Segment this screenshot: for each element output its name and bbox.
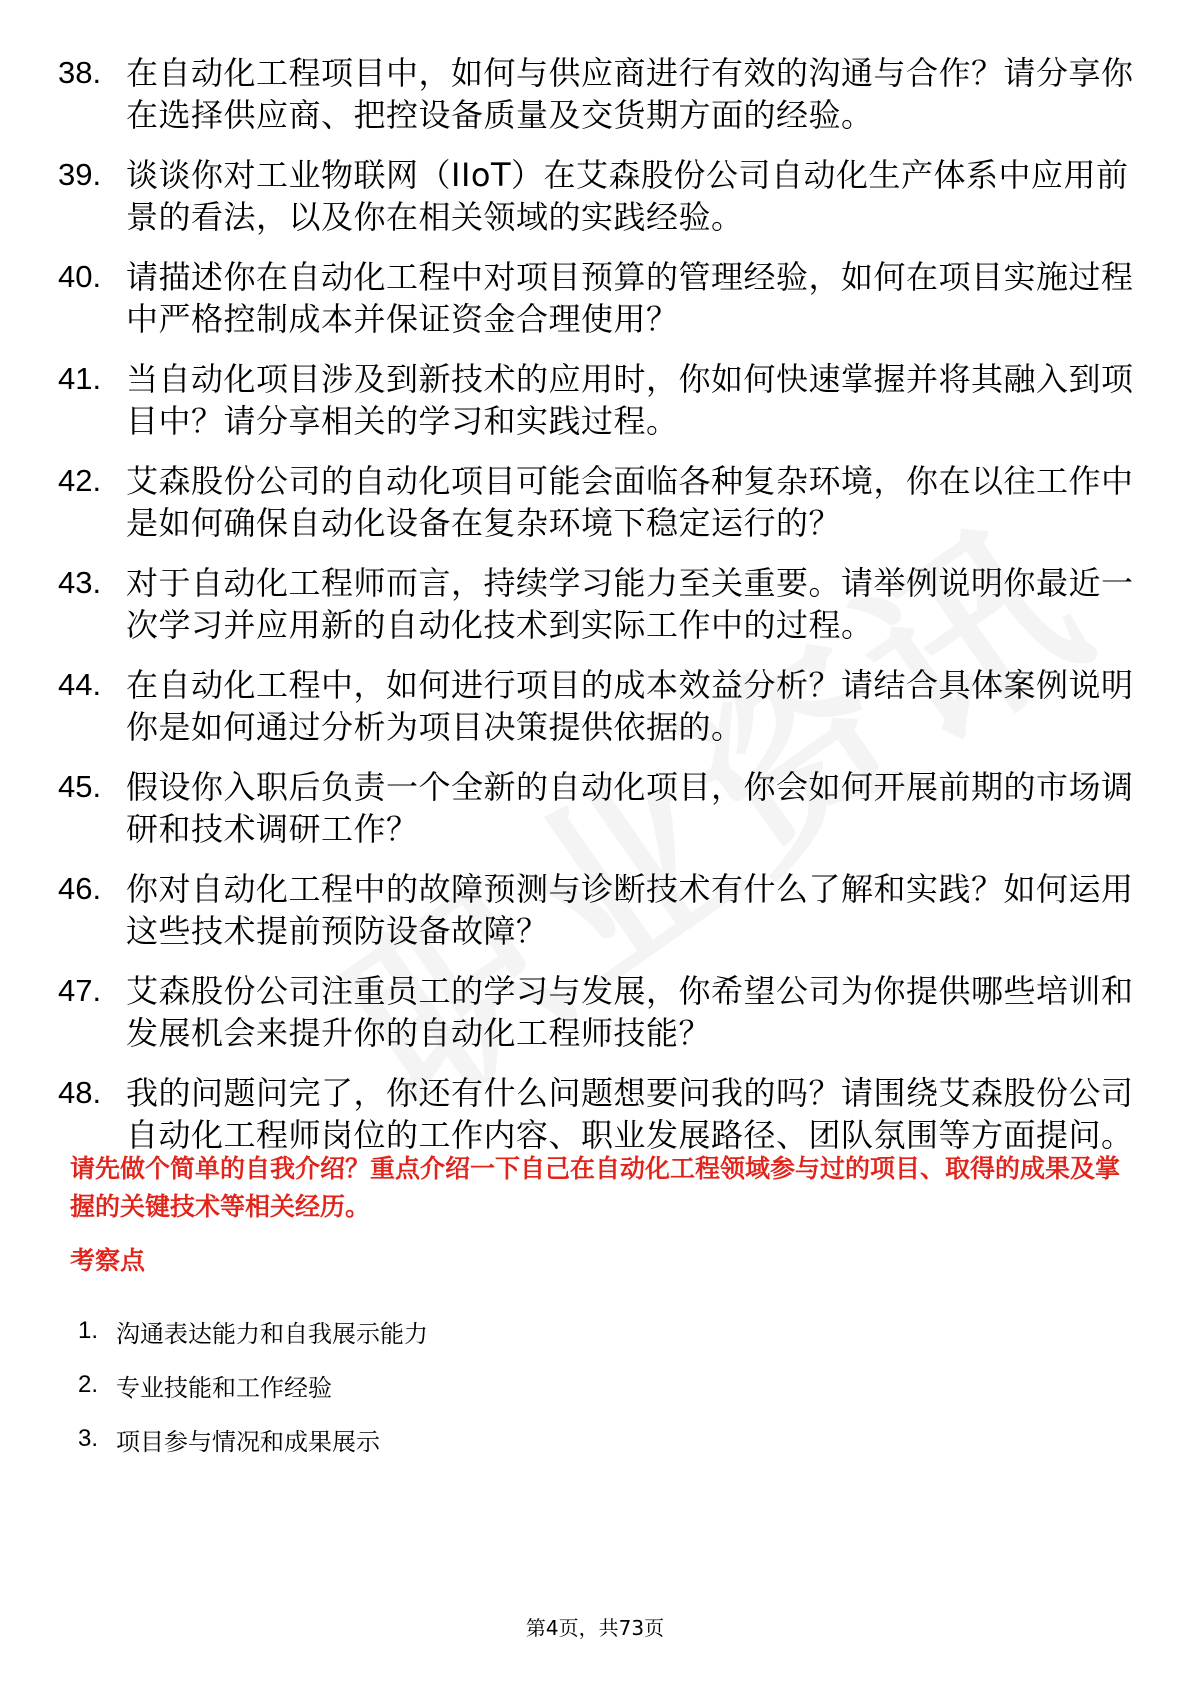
assessment-points-heading: 考察点 (70, 1246, 146, 1275)
question-number: 42. (58, 463, 102, 498)
point-number: 2. (78, 1371, 99, 1398)
assessment-point (78, 1368, 428, 1402)
assessment-point (78, 1422, 428, 1456)
question-number: 39. (58, 157, 102, 192)
point-text: 专业技能和工作经验 (116, 1373, 332, 1402)
question-text: 艾森股份公司的自动化项目可能会面临各种复杂环境，你在以往工作中是如何确保自动化设备在复杂环境下稳定运行的？ (126, 462, 1134, 542)
question-item (58, 1072, 1138, 1156)
question-number: 48. (58, 1075, 102, 1110)
question-text: 我的问题问完了，你还有什么问题想要问我的吗？请围绕艾森股份公司自动化工程师岗位的工作内容、职业发展路径、团队氛围等方面提问。 (126, 1074, 1134, 1154)
self-intro-question: 请先做个简单的自我介绍？重点介绍一下自己在自动化工程领域参与过的项目、取得的成果及掌握的关键技术等相关经历。 (70, 1154, 1121, 1221)
assessment-point (78, 1314, 428, 1348)
point-number: 1. (78, 1317, 99, 1344)
question-text: 谈谈你对工业物联网（IIoT）在艾森股份公司自动化生产体系中应用前景的看法，以及你在相关领域的实践经验。 (126, 156, 1129, 236)
question-text: 在自动化工程项目中，如何与供应商进行有效的沟通与合作？请分享你在选择供应商、把控设备质量及交货期方面的经验。 (126, 54, 1134, 134)
point-text: 项目参与情况和成果展示 (116, 1427, 380, 1456)
question-list (58, 52, 1138, 1174)
question-number: 44. (58, 667, 102, 702)
assessment-points-list (78, 1314, 428, 1476)
question-text: 艾森股份公司注重员工的学习与发展，你希望公司为你提供哪些培训和发展机会来提升你的自动化工程师技能？ (126, 972, 1134, 1052)
question-number: 40. (58, 259, 102, 294)
question-text: 请描述你在自动化工程中对项目预算的管理经验，如何在项目实施过程中严格控制成本并保证资金合理使用？ (126, 258, 1134, 338)
question-item (58, 664, 1138, 748)
question-text: 假设你入职后负责一个全新的自动化项目，你会如何开展前期的市场调研和技术调研工作？ (126, 768, 1134, 848)
page-footer: 第4页，共73页 (525, 1616, 665, 1640)
point-number: 3. (78, 1425, 99, 1452)
question-item (58, 460, 1138, 544)
question-item (58, 52, 1138, 136)
question-text: 你对自动化工程中的故障预测与诊断技术有什么了解和实践？如何运用这些技术提前预防设备故障？ (126, 870, 1134, 950)
question-item (58, 562, 1138, 646)
question-text: 对于自动化工程师而言，持续学习能力至关重要。请举例说明你最近一次学习并应用新的自动化技术到实际工作中的过程。 (126, 564, 1134, 644)
question-text: 当自动化项目涉及到新技术的应用时，你如何快速掌握并将其融入到项目中？请分享相关的学习和实践过程。 (126, 360, 1134, 440)
question-number: 38. (58, 55, 102, 90)
point-text: 沟通表达能力和自我展示能力 (116, 1319, 428, 1348)
question-item (58, 766, 1138, 850)
question-text: 在自动化工程中，如何进行项目的成本效益分析？请结合具体案例说明你是如何通过分析为项目决策提供依据的。 (126, 666, 1134, 746)
question-number: 43. (58, 565, 102, 600)
question-item (58, 970, 1138, 1054)
question-item (58, 256, 1138, 340)
question-item (58, 154, 1138, 238)
question-number: 41. (58, 361, 102, 396)
question-number: 46. (58, 871, 102, 906)
question-item (58, 358, 1138, 442)
question-number: 47. (58, 973, 102, 1008)
question-item (58, 868, 1138, 952)
question-number: 45. (58, 769, 102, 804)
